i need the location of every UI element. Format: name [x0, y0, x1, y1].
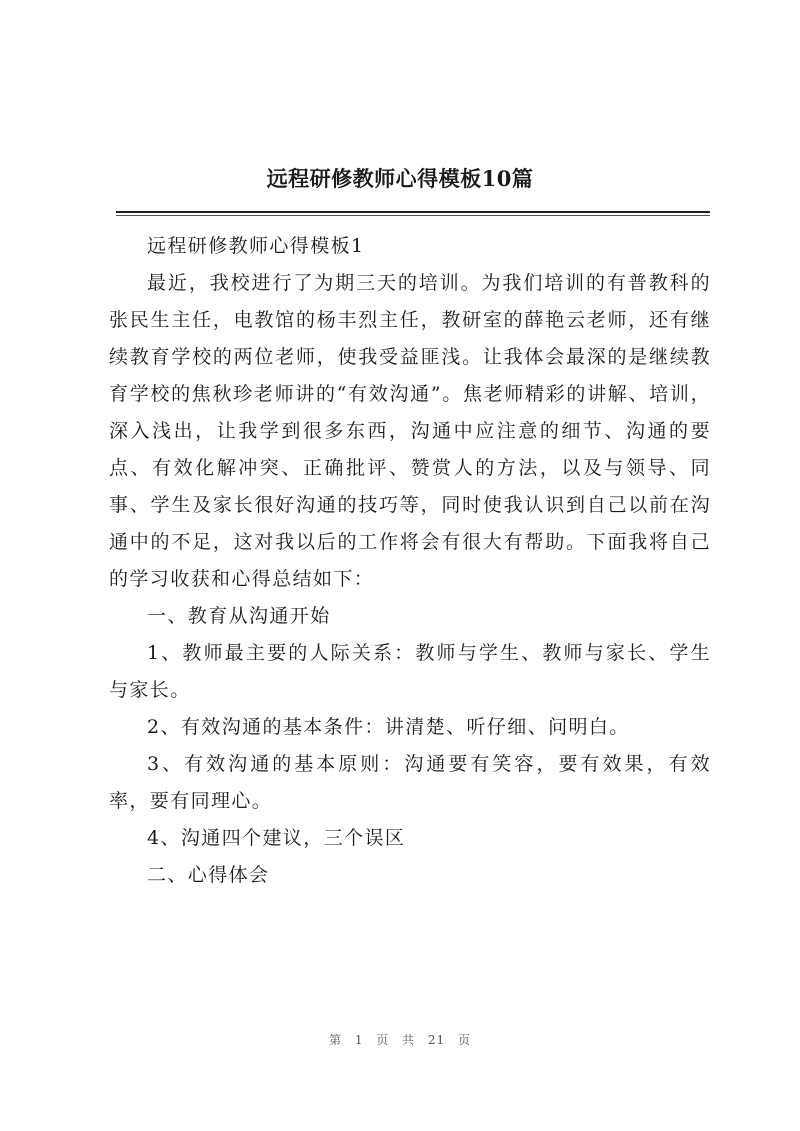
section-heading: 远程研修教师心得模板1	[147, 235, 365, 257]
list-item: 4、沟通四个建议，三个误区	[147, 827, 406, 849]
title-divider-thin	[116, 215, 710, 216]
section-heading: 二、心得体会	[147, 864, 270, 886]
body-paragraph: 最近，我校进行了为期三天的培训。为我们培训的有普教科的张民生主任，电教馆的杨丰烈主任，教研室的薛艳云老师，还有继续教育学校的两位老师，使我受益匪浅。让我体会最深的是继续教育学校的焦秋珍老师讲的“有效沟通”。焦老师精彩的讲解、培训，深入浅出，让我学到很多东西，沟通中应注意的细节、沟通的要点、有效化解冲突、正确批评、赞赏人的方法，以及与领导、同事、学生及家长很好沟通的技巧等，同时使我认识到自己以前在沟通中的不足，这对我以后的工作将会有很大有帮助。下面我将自己的学习收获和心得总结如下：	[109, 272, 711, 590]
page-number-footer: 第 1 页 共 21 页	[329, 1033, 471, 1047]
document-body	[109, 228, 711, 894]
title-divider	[116, 211, 710, 213]
list-item: 1、教师最主要的人际关系：教师与学生、教师与家长、学生与家长。	[109, 642, 711, 701]
section-heading: 一、教育从沟通开始	[147, 605, 331, 627]
list-item: 2、有效沟通的基本条件：讲清楚、听仔细、问明白。	[147, 716, 630, 738]
document-title: 远程研修教师心得模板10篇	[266, 166, 534, 191]
list-item: 3、有效沟通的基本原则：沟通要有笑容，要有效果，有效率，要有同理心。	[109, 753, 711, 812]
